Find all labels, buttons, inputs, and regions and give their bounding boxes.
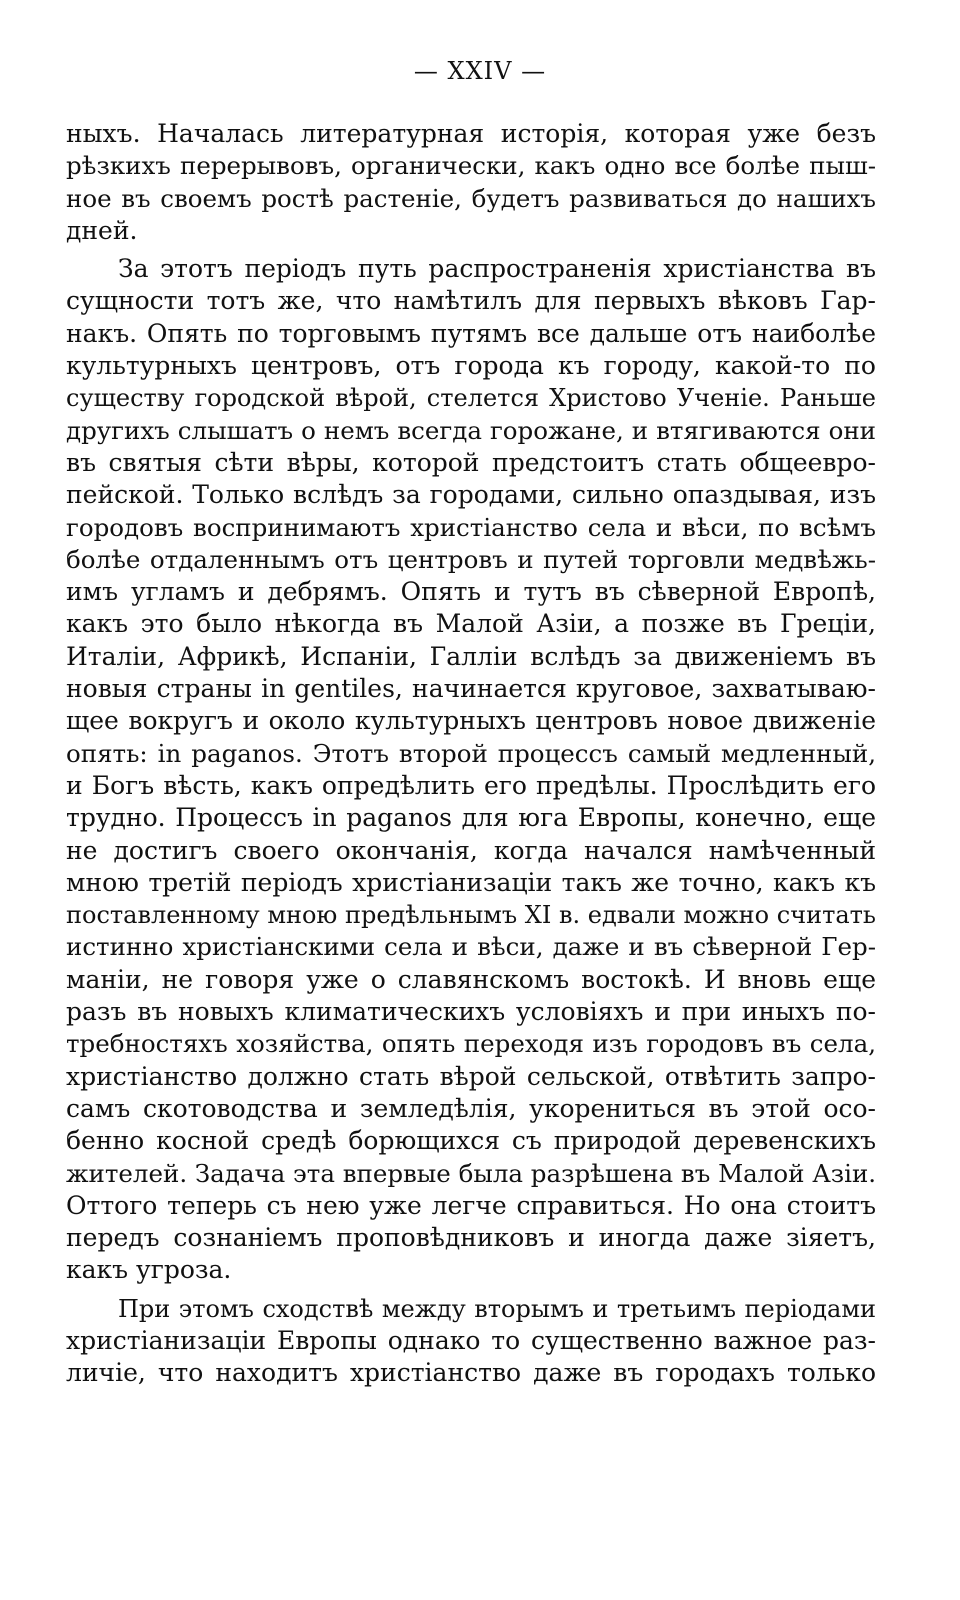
- text-line: христіанство должно стать вѣрой сельской, отвѣтить запро-: [66, 1061, 876, 1091]
- text-line: какъ это было нѣкогда въ Малой Азіи, а позже въ Греціи,: [66, 609, 876, 639]
- text-line: въ святыя сѣти вѣры, которой предстоитъ стать общеевро-: [66, 447, 876, 477]
- text-line: пейской. Только вслѣдъ за городами, сильно опаздывая, изъ: [66, 480, 876, 510]
- text-line: имъ угламъ и дебрямъ. Опять и тутъ въ сѣверной Европѣ,: [66, 577, 876, 607]
- paragraph: [66, 118, 876, 247]
- text-line: Италіи, Африкѣ, Испаніи, Галліи вслѣдъ за движеніемъ въ: [66, 641, 876, 671]
- text-line: личіе, что находитъ христіанство даже въ городахъ только: [66, 1358, 876, 1388]
- text-line: бенно косной средѣ борющихся съ природой деревенскихъ: [66, 1126, 876, 1156]
- page-number: — XXIV —: [413, 57, 547, 85]
- text-line: За этотъ періодъ путь распространенія христіанства въ: [118, 254, 876, 284]
- text-line: жителей. Задача эта впервые была разрѣшена въ Малой Азіи.: [66, 1158, 877, 1188]
- paragraph: [66, 1293, 876, 1390]
- text-line: культурныхъ центровъ, отъ города къ городу, какой-то по: [66, 351, 876, 381]
- text-line: ныхъ. Началась литературная исторія, которая уже безъ: [66, 119, 876, 148]
- text-line: не достигъ своего окончанія, когда начался намѣченный: [66, 835, 876, 865]
- paragraph: [66, 253, 876, 1287]
- text-line: другихъ слышатъ о немъ всегда горожане, и втягиваются они: [66, 415, 876, 445]
- text-line: и Богъ вѣсть, какъ опредѣлить его предѣлы. Прослѣдить его: [66, 770, 876, 800]
- text-line: накъ. Опять по торговымъ путямъ все дальше отъ наиболѣе: [66, 318, 876, 348]
- text-line: При этомъ сходствѣ между вторымъ и третьимъ періодами: [118, 1294, 876, 1323]
- text-line: щее вокругъ и около культурныхъ центровъ новое движеніе: [66, 706, 876, 736]
- text-line: маніи, не говоря уже о славянскомъ востокѣ. И вновь еще: [66, 964, 876, 994]
- text-line: трудно. Процессъ in paganos для юга Европы, конечно, еще: [66, 803, 876, 833]
- text-line: городовъ воспринимаютъ христіанство села и вѣси, по всѣмъ: [66, 512, 876, 542]
- text-line: опять: in paganos. Этотъ второй процессъ самый медленный,: [66, 738, 876, 768]
- text-line: требностяхъ хозяйства, опять переходя изъ городовъ въ села,: [66, 1029, 876, 1059]
- text-line: рѣзкихъ перерывовъ, органически, какъ одно все болѣе пыш-: [66, 151, 876, 181]
- body-text: [66, 118, 876, 1390]
- text-line: новыя страны in gentiles, начинается круговое, захватываю-: [66, 674, 876, 704]
- text-line: разъ въ новыхъ климатическихъ условіяхъ и при иныхъ по-: [66, 997, 876, 1027]
- text-line: болѣе отдаленнымъ отъ центровъ и путей торговли медвѣжь-: [66, 544, 876, 574]
- text-line: Оттого теперь съ нею уже легче справиться. Но она стоитъ: [66, 1190, 876, 1220]
- text-line: существу городской вѣрой, стелется Христово Ученіе. Раньше: [66, 384, 876, 413]
- text-line: дней.: [66, 215, 138, 245]
- text-line: ное въ своемъ ростѣ растеніе, будетъ развиваться до нашихъ: [66, 183, 876, 213]
- text-line: истинно христіанскими села и вѣси, даже и въ сѣверной Гер-: [66, 932, 876, 962]
- text-line: какъ угроза.: [66, 1255, 232, 1285]
- text-line: самъ скотоводства и земледѣлія, укорениться въ этой осо-: [66, 1093, 876, 1123]
- text-line: христіанизаціи Европы однако то существенно важное раз-: [66, 1325, 876, 1355]
- text-line: передъ сознаніемъ проповѣдниковъ и иногда даже зіяетъ,: [66, 1223, 876, 1253]
- text-line: сущности тотъ же, что намѣтилъ для первыхъ вѣковъ Гар-: [66, 286, 876, 316]
- text-line: мною третій періодъ христіанизаціи такъ же точно, какъ къ: [66, 867, 876, 897]
- text-line: поставленному мною предѣльнымъ XI в. едвали можно считать: [66, 901, 876, 930]
